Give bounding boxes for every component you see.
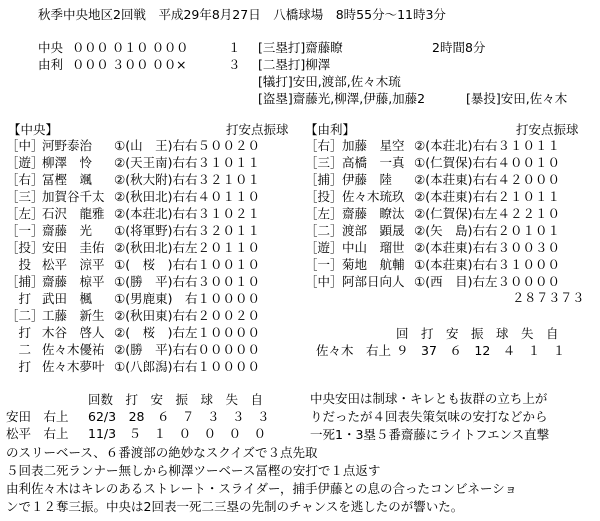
summary-line-1: のスリーベース、６番渡部の絶妙なスクイズで３点先取 [6,445,318,460]
player-name: 冨樫 颯 [42,172,93,187]
position: ［二］ [305,223,343,238]
player-info: ②(本荘東)右右４２０００ [414,172,560,187]
player-name: 柳澤 怜 [42,155,93,170]
player-name: 工藤 新生 [42,308,105,323]
player-info: ①(将軍野)右右３２０１１ [114,223,260,238]
player-name: 佐々木夢叶 [42,359,105,374]
player-info: ①(男鹿東) 右１００００ [114,291,260,306]
player-info: ②(矢 島)右右２０１０１ [414,223,560,238]
yuri-batting-totals: ２８７３７３ [512,290,585,305]
player-name: 河野泰治 [42,138,93,153]
player-name: 渡部 顕晟 [342,223,405,238]
position: ［一］ [305,257,343,272]
player-info: ②(本荘北)右右３１０２１ [114,206,260,221]
position: 打 [6,325,44,340]
player-info: ①(本荘東)右右３１０００ [414,257,560,272]
player-name: 松平 涼平 [42,257,105,272]
linescore-total-chuo: １ [228,40,241,55]
yuri-pitching-header: 回 打 安 振 球 失 自 [396,326,559,341]
player-name: 加賀谷千太 [42,189,105,204]
player-name: 中山 瑠世 [342,240,405,255]
position: 投 [6,257,44,272]
player-info: ②(秋田東)右右２００２０ [114,308,260,323]
summary-right-line-2: りだったが４回表失策気味の安打などから [310,409,548,424]
player-info: ②(秋田北)右左２０１１０ [114,240,260,255]
extras-double: [二塁打]柳澤 [258,57,331,72]
yuri-team-header: 【由利】 [305,122,356,137]
player-info: ①(仁賀保)右右４００１０ [414,155,560,170]
player-info: ②(秋大附)右右３２１０１ [114,172,260,187]
summary-right-line-1: 中央安田は制球・キレとも抜群の立ち上が [310,391,548,406]
player-name: 加藤 星空 [342,138,405,153]
position: ［中］ [305,274,343,289]
position: ［三］ [6,189,44,204]
linescore-team-chuo: 中央 [38,40,64,55]
yuri-column-header: 打安点振球 [516,122,579,137]
player-info: ②(本荘東)右右３００３０ [414,240,560,255]
position: ［三］ [305,155,343,170]
player-info: ①(西 目)右左３００００ [414,274,560,289]
chuo-pitcher-name-2: 松平 右上 [6,426,69,441]
player-name: 石沢 龍雅 [42,206,105,221]
player-info: ②(仁賀保)右左４２２１０ [414,206,560,221]
player-info: ②(天王南)右右３１０１１ [114,155,260,170]
summary-right-line-3: 一死1・3塁５番齋藤にライトフエンス直撃 [310,427,550,442]
player-info: ①( 桜 )右右１００１０ [114,257,260,272]
extras-wild: [暴投]安田,佐々木 [466,91,568,106]
player-name: 伊藤 陸 [342,172,393,187]
chuo-pitching-header: 回数 打 安 振 球 失 自 [88,392,264,407]
position: ［右］ [6,172,44,187]
chuo-column-header: 打安点振球 [226,122,289,137]
chuo-team-header: 【中央】 [8,122,59,137]
linescore-team-yuri: 由利 [38,57,64,72]
summary-line-4: ンで１２奪三振。中央は2回表一死二三塁の先制のチャンスを逃したのが響いた。 [6,499,464,514]
position: ［遊］ [305,240,343,255]
player-name: 安田 圭佑 [42,240,105,255]
position: 打 [6,291,44,306]
yuri-pitcher-stats: ９ 37 ６ 12 ４ １ １ [396,343,566,358]
chuo-pitcher-name-1: 安田 右上 [6,409,69,424]
summary-line-3: 由利佐々木はキレのあるストレート・スライダー，捕手伊藤との息の合ったコンビネーショ [6,481,518,496]
extras-steal: [盗塁]齋藤光,柳澤,伊藤,加藤2 [258,91,426,106]
position: ［遊］ [6,155,44,170]
chuo-pitcher-stats-2: 11/3 ５ １ ０ ０ ０ ０ [88,426,267,441]
linescore-scores-chuo: ０００ ０１０ ０００ [72,40,189,55]
position: ［左］ [6,206,44,221]
player-info: ②(秋田北)右右４０１１０ [114,189,260,204]
position: ［左］ [305,206,343,221]
player-name: 武田 楓 [42,291,93,306]
extras-sacrifice: [犠打]安田,渡部,佐々木琉 [258,74,401,89]
summary-line-2: ５回表二死ランナー無しから柳澤ツーベース冨樫の安打で１点返す [6,463,381,478]
player-name: 齋藤 瞭汰 [342,206,405,221]
extras-time: 2時間8分 [432,40,486,55]
player-name: 菊地 航輔 [342,257,405,272]
player-info: ①(山 王)右右５００２０ [114,138,260,153]
position: ［右］ [305,138,343,153]
position: ［二］ [6,308,44,323]
chuo-pitcher-stats-1: 62/3 28 ６ ７ ３ ３ ３ [88,409,270,424]
position: 二 [6,342,44,357]
position: ［一］ [6,223,44,238]
player-name: 齋藤 椋平 [42,274,105,289]
player-name: 阿部日向人 [342,274,405,289]
linescore-scores-yuri: ０００ ３００ ００× [72,57,187,72]
position: ［捕］ [6,274,44,289]
player-name: 木谷 啓人 [42,325,105,340]
player-name: 高橋 一真 [342,155,405,170]
player-info: ②(勝 平)右右０００００ [114,342,260,357]
player-info: ①(八郎潟)右右１００００ [114,359,260,374]
player-info: ②( 桜 )右左１００００ [114,325,260,340]
page-title: 秋季中央地区2回戦 平成29年8月27日 八橋球場 8時55分～11時3分 [38,7,446,22]
player-info: ②(本荘東)右右２１０１１ [414,189,560,204]
position: ［捕］ [305,172,343,187]
player-name: 佐々木琉玖 [342,189,405,204]
player-name: 佐々木優祐 [42,342,105,357]
yuri-pitcher-name: 佐々木 右上 [316,343,392,358]
player-name: 齋藤 光 [42,223,93,238]
position: ［中］ [6,138,44,153]
position: 打 [6,359,44,374]
position: ［投］ [6,240,44,255]
linescore-total-yuri: ３ [228,57,241,72]
player-info: ①(勝 平)右右３００１０ [114,274,260,289]
player-info: ②(本荘北)右右３１０１１ [414,138,560,153]
position: ［投］ [305,189,343,204]
extras-triple: [三塁打]齋藤瞭 [258,40,343,55]
